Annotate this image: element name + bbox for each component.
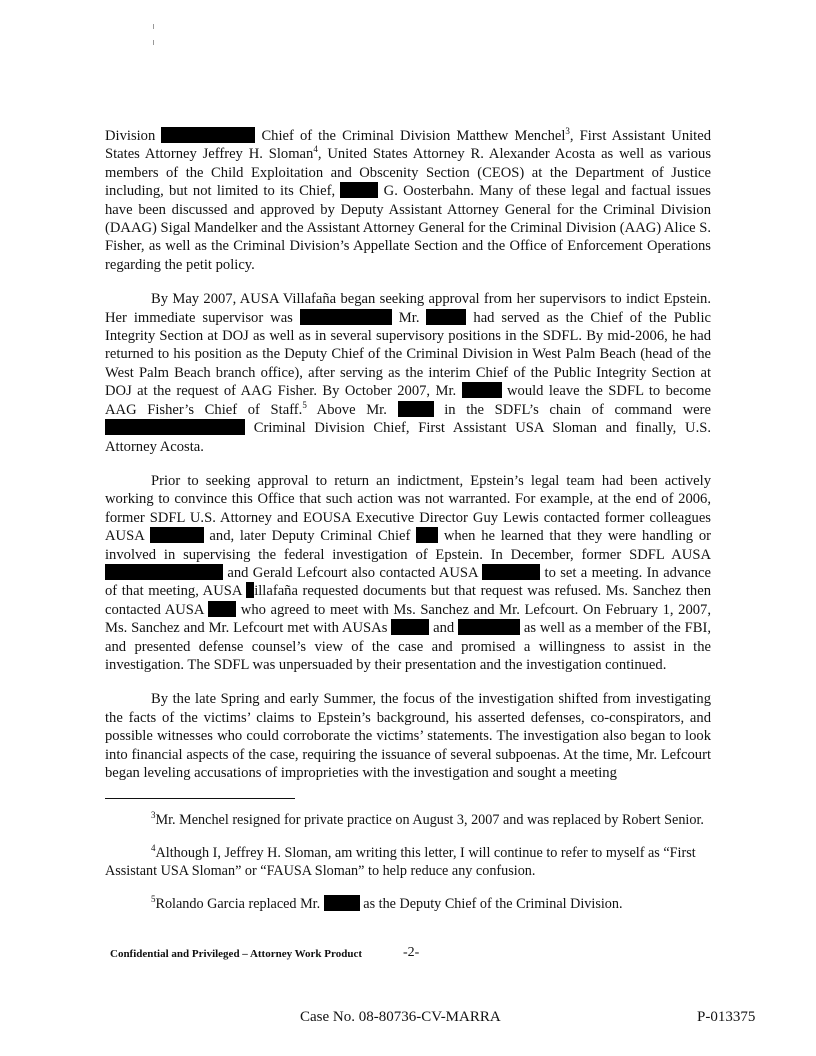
text-run: illafaña requested documents but that request was refused. Ms. Sanchez then contacted AUSA <box>105 583 711 618</box>
redaction <box>462 382 502 398</box>
redaction <box>300 309 392 325</box>
text-run: G. Oosterbahn. Many of these legal and factual issues have been discussed and approved by Deputy Assistant Attorney General for the Criminal Division (DAAG) Sigal Mandelker and the Assistant Attorney General for the Criminal Division (AAG) Alice S. Fisher, as well as the Criminal Division’s Appellate Section and the Office of Enforcement Operations regarding the petit policy. <box>105 183 711 273</box>
footnote-5 <box>105 895 711 914</box>
text-run: and Gerald Lefcourt also contacted AUSA <box>223 564 483 581</box>
text-run: when he learned that they were handling or involved in supervising the federal investigation of Epstein. In December, former SDFL AUSA <box>105 528 711 563</box>
footnote-text: Although I, Jeffrey H. Sloman, am writing this letter, I will continue to refer to myself as “First Assistant USA Sloman” or “FAUSA Sloman” to help reduce any confusion. <box>105 844 696 880</box>
case-number: Case No. 08-80736-CV-MARRA <box>300 1009 501 1025</box>
text-run: Criminal Division Chief, First Assistant USA Sloman and finally, U.S. Attorney Acosta. <box>105 420 711 455</box>
bates-number: P-013375 <box>697 1009 756 1025</box>
redaction <box>426 309 466 325</box>
redaction <box>482 564 540 580</box>
redaction <box>105 419 245 435</box>
footnote-separator <box>105 798 295 799</box>
redaction <box>161 127 255 143</box>
text-run: and <box>429 620 459 637</box>
footnote-text: as the Deputy Chief of the Criminal Division. <box>359 895 623 912</box>
text-run: Chief of the Criminal Division Matthew Menchel <box>255 128 566 144</box>
redaction <box>458 619 520 635</box>
footnote-3 <box>105 811 711 830</box>
scan-mark <box>153 24 154 29</box>
text-run: By May 2007, AUSA Villafaña began seeking approval from her supervisors to indict Epstein. Her immediate supervisor was <box>105 291 711 326</box>
footnote-ref: 3 <box>565 126 570 136</box>
paragraph-2 <box>105 290 711 456</box>
paragraph-3 <box>105 472 711 674</box>
text-run: as well as a member of the FBI, and presented defense counsel’s view of the case and promised a willingness to assist in the investigation. The SDFL was unpersuaded by their presentation and the investigation continued. <box>105 620 711 673</box>
footnote-ref: 5 <box>302 399 307 410</box>
paragraph-1 <box>105 127 711 274</box>
redaction <box>391 619 429 635</box>
page-number: -2- <box>403 945 420 960</box>
text-run: Mr. <box>391 309 427 326</box>
footnotes <box>105 811 711 927</box>
redaction <box>246 582 254 598</box>
footnote-number: 4 <box>151 842 156 853</box>
redaction <box>340 182 378 198</box>
redaction <box>398 401 434 417</box>
text-run: would leave the SDFL to become AAG Fisher’s Chief of Staff. <box>105 383 711 418</box>
footnote-ref: 4 <box>313 144 318 155</box>
text-run: Above Mr. <box>306 401 398 418</box>
redaction <box>208 601 236 617</box>
text-run: Prior to seeking approval to return an indictment, Epstein’s legal team had been actively working to convince this Office that such action was not warranted. For example, at the end of 2006, former SDFL U.S. Attorney and EOUSA Executive Director Guy Lewis contacted former colleagues AUSA <box>105 472 711 545</box>
redaction <box>105 564 223 580</box>
footnote-text: Rolando Garcia replaced Mr. <box>155 895 324 912</box>
footnote-number: 5 <box>151 893 156 904</box>
letter-body <box>105 127 711 798</box>
redaction <box>324 895 360 911</box>
paragraph-4: By the late Spring and early Summer, the focus of the investigation shifted from investigating the facts of the victims’ claims to Epstein’s background, his asserted defenses, co-conspirators, and possible witnesses who could corroborate the victims’ statements. The investigation also began to look into financial aspects of the case, requiring the issuance of several subpoenas. At the time, Mr. Lefcourt began leveling accusations of improprieties with the investigation and sought a meeting <box>105 691 711 781</box>
confidential-notice: Confidential and Privileged – Attorney Work Product <box>110 948 362 960</box>
footnote-number: 3 <box>151 810 156 820</box>
redaction <box>150 527 204 543</box>
text-run: , United States Attorney R. Alexander Acosta as well as various members of the Child Exploitation and Obscenity Section (CEOS) at the Department of Justice including, but not limited to its Chief, <box>105 146 711 200</box>
text-run: who agreed to meet with Ms. Sanchez and Mr. Lefcourt. On February 1, 2007, Ms. Sanchez and Mr. Lefcourt met with AUSAs <box>105 601 711 637</box>
text-run: , First Assistant United States Attorney Jeffrey H. Sloman <box>105 128 712 163</box>
text-run: had served as the Chief of the Public Integrity Section at DOJ as well as in several supervisory positions in the SDFL. By mid-2006, he had returned to his position as the Deputy Chief of the Criminal Division in West Palm Beach (head of the West Palm Beach branch office), after serving as the interim Chief of the Public Integrity Section at DOJ at the request of AAG Fisher. By October 2007, Mr. <box>105 309 711 400</box>
text-run: in the SDFL’s chain of command were <box>433 401 712 418</box>
text-run: and, later Deputy Criminal Chief <box>203 528 417 545</box>
redaction <box>416 527 438 543</box>
scan-mark <box>153 40 154 45</box>
footnote-4 <box>105 844 711 881</box>
text-run: to set a meeting. In advance of that meeting, AUSA <box>105 564 712 600</box>
text-run: Division <box>105 128 162 144</box>
footnote-text: Mr. Menchel resigned for private practice on August 3, 2007 and was replaced by Robert Senior. <box>155 812 704 828</box>
